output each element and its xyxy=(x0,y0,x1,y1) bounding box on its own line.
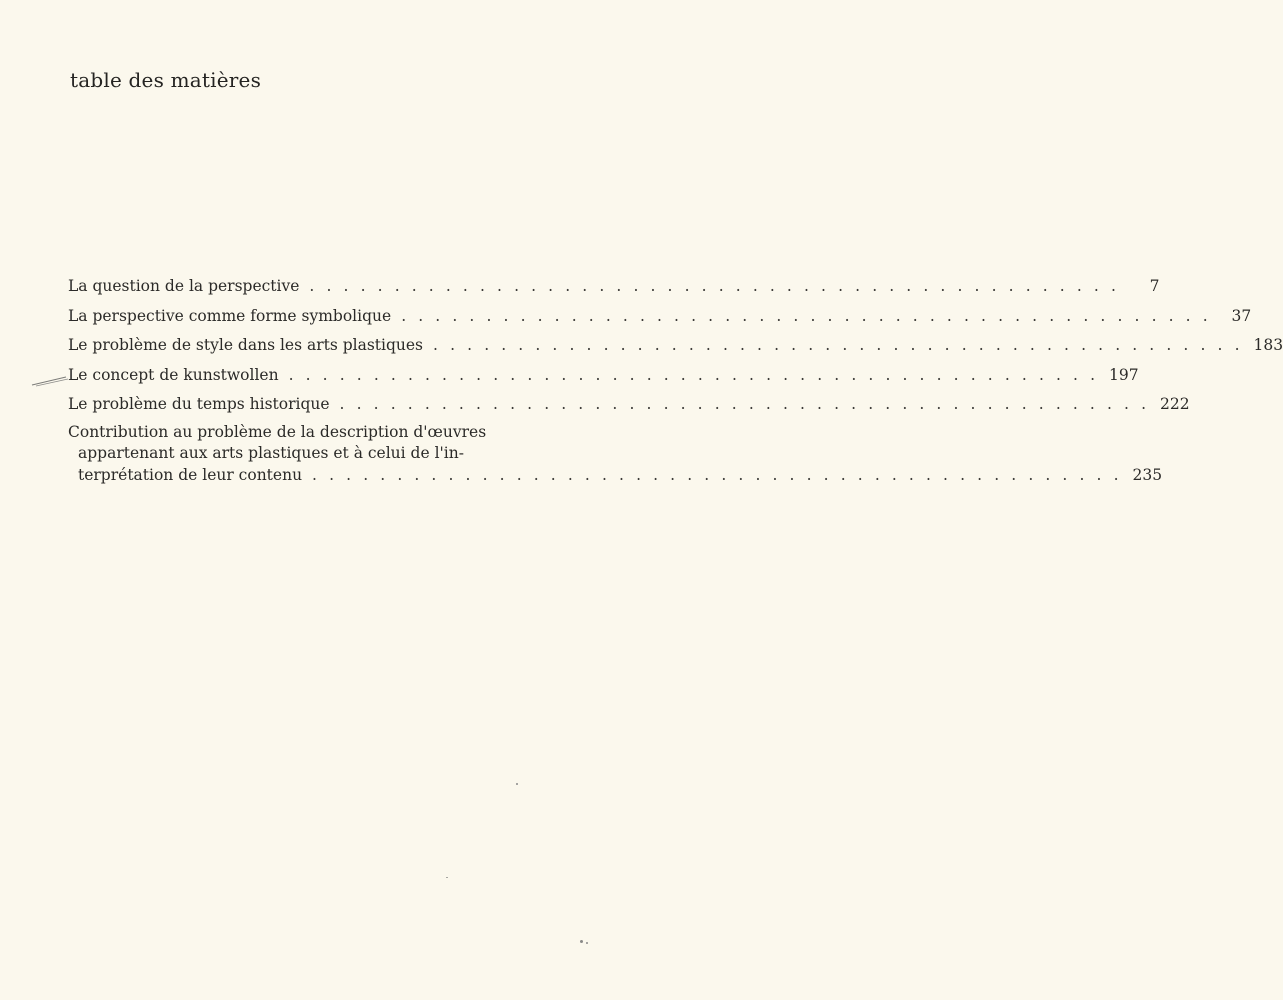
toc-entry-page: 222 xyxy=(1160,395,1190,414)
toc-entry-multiline[interactable] xyxy=(68,422,1163,487)
toc-entry-title-line2: appartenant aux arts plastiques et à celui de l'in- xyxy=(78,444,464,463)
leader-dots: . . . . . . . . . . . . . . . . . . . . . . . . . . . . . . . . . . . . . . . . . . . . . . . . xyxy=(309,277,1120,295)
leader-dots: . . . . . . . . . . . . . . . . . . . . . . . . . . . . . . . . . . . . . . . . . . . . . . . . xyxy=(288,365,1099,384)
toc-entry-page: 197 xyxy=(1109,365,1139,384)
leader-dots: . . . . . . . . . . . . . . . . . . . . . . . . . . . . . . . . . . . . . . . . . . . . . . . . xyxy=(339,395,1150,414)
toc-entry[interactable] xyxy=(68,272,1160,302)
leader-dots: . . . . . . . . . . . . . . . . . . . . . . . . . . . . . . . . . . . . . . . . . . . . . . . . xyxy=(312,465,1123,484)
toc-entry-title: La question de la perspective xyxy=(68,277,300,295)
toc-entry-page: 37 xyxy=(1231,306,1252,325)
toc-entry-title: La perspective comme forme symbolique xyxy=(68,306,392,325)
paper-speck xyxy=(580,940,583,943)
paper-speck xyxy=(446,877,448,878)
toc-entry[interactable] xyxy=(68,361,1139,391)
leader-dots: . . . . . . . . . . . . . . . . . . . . . . . . . . . . . . . . . . . . . . . . . . . . . . . . xyxy=(401,306,1212,325)
toc-entry-title-line3: terprétation de leur contenu xyxy=(78,465,303,484)
leader-dots: . . . . . . . . . . . . . . . . . . . . . . . . . . . . . . . . . . . . . . . . . . . . . . . . xyxy=(433,336,1244,355)
toc-entry-title: Le concept de kunstwollen xyxy=(68,365,279,384)
toc-entry-last-line xyxy=(68,465,1163,487)
pencil-mark-icon xyxy=(30,372,70,388)
page-heading: table des matières xyxy=(70,68,262,92)
toc-entry-page: 7 xyxy=(1149,277,1160,295)
toc-entry[interactable] xyxy=(68,390,1190,420)
table-of-contents xyxy=(68,272,1283,486)
toc-entry-title: Le problème de style dans les arts plastiques xyxy=(68,336,424,355)
toc-entry-title: Le problème du temps historique xyxy=(68,395,330,414)
toc-entry-page: 183 xyxy=(1253,336,1283,355)
toc-entry[interactable] xyxy=(68,331,1283,361)
toc-entry-title-line1: Contribution au problème de la description d'œuvres xyxy=(68,422,487,441)
toc-entry[interactable] xyxy=(68,302,1252,332)
paper-speck xyxy=(516,783,518,785)
toc-entry-page: 235 xyxy=(1132,465,1163,484)
paper-speck xyxy=(586,942,588,944)
